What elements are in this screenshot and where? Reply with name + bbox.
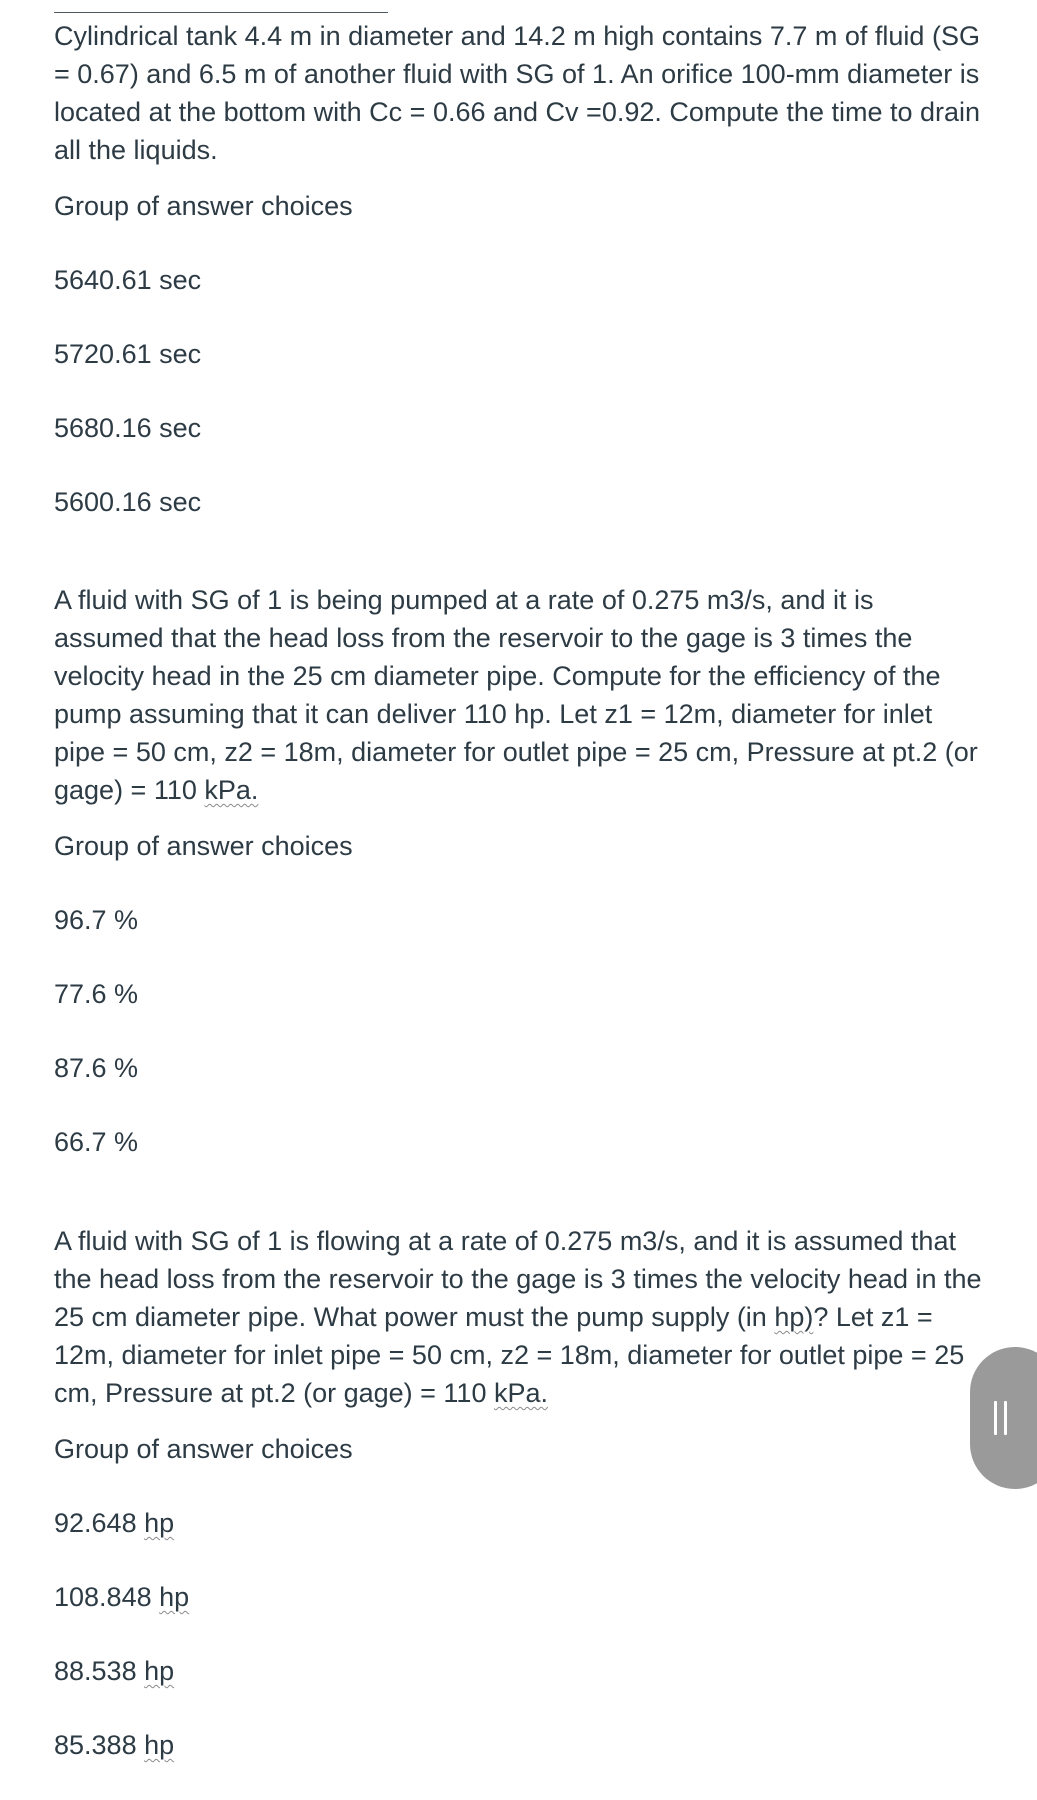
question-3-choice-4-unit: hp [144, 1730, 175, 1760]
question-3-text-part1: A fluid with SG of 1 is flowing at a rate of 0.275 m3/s, and it is assumed that the head loss from the reservoir to the gage is 3 times the velocity head in the 25 cm diameter pipe. What power must the pump supply (in [54, 1226, 982, 1332]
question-2-text-unit: kPa. [204, 775, 259, 805]
question-3-choice-3[interactable] [54, 1652, 984, 1726]
question-3-choice-3-value: 88.538 [54, 1656, 145, 1686]
question-3-choice-2-unit: hp [159, 1582, 190, 1612]
question-1-choice-4[interactable]: 5600.16 sec [54, 487, 202, 517]
question-1-choice-3[interactable]: 5680.16 sec [54, 413, 202, 443]
question-1-text: Cylindrical tank 4.4 m in diameter and 14.2 m high contains 7.7 m of fluid (SG = 0.67) and 6.5 m of another fluid with SG of 1. An orifice 100-mm diameter is located at the bottom with Cc = 0.66 and Cv =0.92. Compute the time to drain all the liquids. [54, 21, 981, 165]
question-1-choice-2[interactable]: 5720.61 sec [54, 339, 202, 369]
question-3-choice-1-value: 92.648 [54, 1508, 145, 1538]
question-2-choice-2[interactable]: 77.6 % [54, 979, 139, 1009]
question-3-text [54, 1222, 984, 1412]
question-3-choice-2[interactable] [54, 1578, 984, 1652]
question-3-choice-4[interactable] [54, 1726, 984, 1800]
question-3-choice-1[interactable] [54, 1504, 984, 1578]
question-2-group-label: Group of answer choices [54, 831, 353, 861]
question-1 [54, 17, 984, 557]
question-2 [54, 581, 984, 1197]
question-2-choice-1[interactable]: 96.7 % [54, 905, 139, 935]
question-3-text-unit: kPa. [493, 1378, 548, 1408]
question-3-choice-1-unit: hp [144, 1508, 175, 1538]
question-2-choice-4[interactable]: 66.7 % [54, 1127, 139, 1157]
question-3-text-hp: hp) [774, 1302, 814, 1332]
question-2-choice-3[interactable]: 87.6 % [54, 1053, 139, 1083]
question-3 [54, 1222, 984, 1800]
scroll-handle[interactable] [970, 1347, 1037, 1489]
question-1-choice-1[interactable]: 5640.61 sec [54, 265, 202, 295]
question-3-text-part2: ? Let z1 = 12m, diameter for inlet pipe = 50 cm, z2 = 18m, diameter for outlet pipe = 25 cm, Pressure at pt.2 (or gage) = 110 [54, 1302, 965, 1408]
question-3-choice-2-value: 108.848 [54, 1582, 160, 1612]
question-2-text [54, 581, 984, 809]
question-1-group-label: Group of answer choices [54, 191, 353, 221]
top-divider [54, 12, 388, 13]
question-3-choice-4-value: 85.388 [54, 1730, 145, 1760]
question-3-choice-3-unit: hp [144, 1656, 175, 1686]
question-3-group-label: Group of answer choices [54, 1434, 353, 1464]
question-2-text-main: A fluid with SG of 1 is being pumped at a rate of 0.275 m3/s, and it is assumed that the head loss from the reservoir to the gage is 3 times the velocity head in the 25 cm diameter pipe. Compute for the efficiency of the pump assuming that it can deliver 110 hp. Let z1 = 12m, diameter for inlet pipe = 50 cm, z2 = 18m, diameter for outlet pipe = 25 cm, Pressure at pt.2 (or gage) = 110 [54, 585, 978, 805]
